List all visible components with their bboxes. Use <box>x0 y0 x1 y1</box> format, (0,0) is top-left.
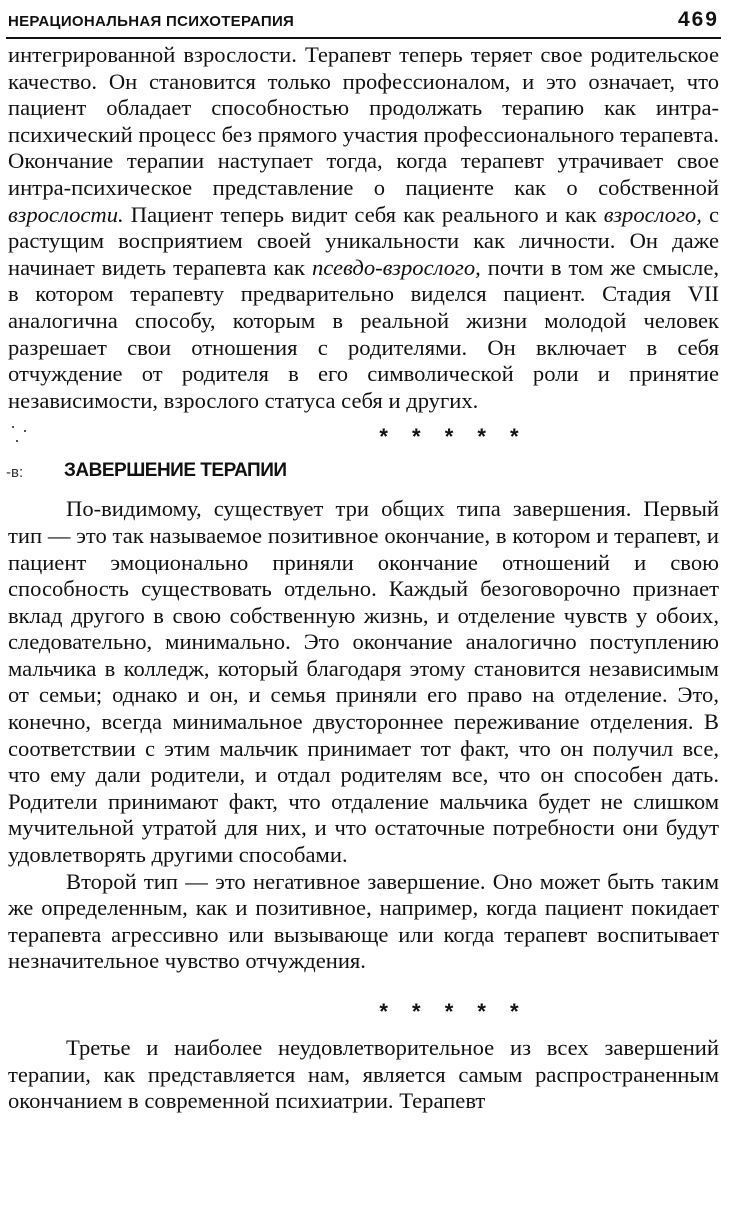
paragraph-1-text-c: с растущим восприятием своей уникальности как личности. Он даже начинает видеть терапевта как <box>8 201 719 280</box>
margin-annotation: -в: <box>6 464 24 482</box>
paragraph-1-emphasis-b: взрослого, <box>603 201 702 227</box>
section-heading-row <box>6 452 721 496</box>
paragraph-1-text-a: интегрированной взрослости. Терапевт теперь теряет свое родительское качество. Он становится только профессионалом, и это означает, что пациент обладает способностью продолжать терапию как интра-психический процесс без прямого участия профессионального терапевта. Окончание терапии наступает тогда, когда терапевт утрачивает свое интра-психическое представление о пациенте как о собственной <box>8 42 719 200</box>
section-separator: * * * * * <box>379 424 528 450</box>
paragraph-1-emphasis-a: взрослости. <box>8 201 124 227</box>
margin-specks <box>10 424 40 444</box>
paragraph-1-text-d: почти в том же смысле, в котором терапевту предварительно виделся пациент. Стадия VII аналогична способу, которым в реальной жизни молодой человек разрешает свои отношения с родителями. Он включает в себя отчуждение от родителя в его символической роли и принятие независимости, взрослого статуса себя и других. <box>8 254 719 413</box>
paragraph-1-emphasis-c: псевдо-взрослого, <box>311 254 481 280</box>
running-title: НЕРАЦИОНАЛЬНАЯ ПСИХОТЕРАПИЯ <box>8 13 295 30</box>
header-rule <box>6 37 721 39</box>
paragraph-1 <box>6 42 721 414</box>
paragraph-3: Второй тип — это негативное завершение. Оно может быть таким же определенным, как и позитивное, например, когда пациент покидает терапевта агрессивно или вызывающе или когда терапевт воспитывает незначительное чувство отчуждения. <box>8 868 719 974</box>
section-separator-2: * * * * * <box>379 999 528 1024</box>
page-number: 469 <box>677 8 719 31</box>
paragraph-4: Третье и наиболее неудовлетворительное из всех завершений терапии, как представляется нам, является самым распространенным окончанием в современной психиатрии. Терапевт <box>8 1035 719 1114</box>
running-header <box>6 8 721 37</box>
section-title: ЗАВЕРШЕНИЕ ТЕРАПИИ <box>64 460 287 482</box>
paragraph-2: По-видимому, существует три общих типа завершения. Первый тип — это так называемое позитивное окончание, в котором и терапевт, и пациент эмоционально приняли окончание отношений и свою способность существовать отдельно. Каждый безоговорочно признает вклад другого в свою собственную жизнь, и отделение чувств у обоих, следовательно, минимально. Это окончание аналогично поступлению мальчика в колледж, который благодаря этому становится независимым от семьи; однако и он, и семья приняли его право на отделение. Это, конечно, всегда минимальное двустороннее переживание отделения. В соответствии с этим мальчик принимает тот факт, что он получил все, что ему дали родители, и отдал родителям все, что он способен дать. Родители принимают факт, что отдаление мальчика будет не слишком мучительной утратой для них, и что остаточные потребности они будут удовлетворять другими способами. <box>8 496 719 868</box>
paragraph-1-text-b: Пациент теперь видит себя как реального и как <box>123 201 604 227</box>
